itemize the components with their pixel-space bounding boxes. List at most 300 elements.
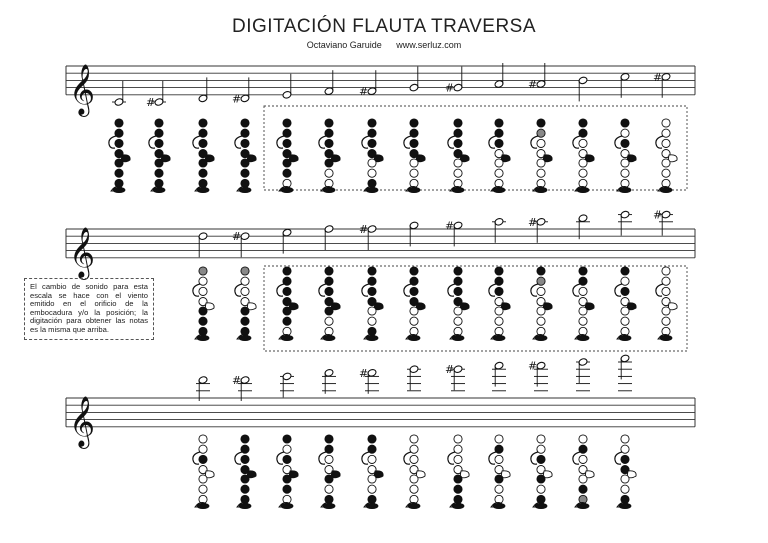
note-C7 <box>618 354 632 391</box>
key-hole <box>325 277 333 285</box>
key-hole <box>537 287 545 295</box>
foot-key <box>366 187 378 192</box>
key-hole <box>368 159 376 167</box>
key-hole <box>410 169 418 177</box>
key-hole <box>579 445 587 453</box>
note-C-sharp5 <box>653 71 671 98</box>
key-hole <box>410 485 418 493</box>
foot-key <box>323 503 335 508</box>
foot-key <box>577 187 589 192</box>
key-hole <box>325 139 333 147</box>
key-hole <box>454 139 462 147</box>
key-hole <box>579 485 587 493</box>
key-hole <box>495 317 503 325</box>
fingering-D5 <box>193 267 214 341</box>
note-F-sharp4 <box>359 70 377 98</box>
key-hole <box>621 169 629 177</box>
key-hole <box>454 287 462 295</box>
key-hole <box>283 485 291 493</box>
fingering-E5 <box>277 267 298 341</box>
octave-note-text: El cambio de sonido para esta escala se hace con el viento emitido en el orificio de la embocadura y/o la posición; la digitación para obtener las notas es la misma que arriba. <box>30 282 148 334</box>
author-name: Octaviano Garuide <box>306 40 382 50</box>
note-G4 <box>409 67 419 92</box>
key-hole <box>579 287 587 295</box>
foot-key <box>323 335 335 340</box>
note-A5 <box>492 217 506 242</box>
staff-octave-1 <box>66 64 695 117</box>
sharp-icon: # <box>653 208 663 222</box>
foot-key <box>408 187 420 192</box>
sharp-icon: # <box>232 230 242 244</box>
key-hole <box>537 129 545 137</box>
note-C4 <box>112 81 126 106</box>
fingering-D-sharp5 <box>235 267 256 341</box>
fingering-G4 <box>404 119 425 193</box>
fingering-G5 <box>404 267 425 341</box>
foot-key <box>452 187 464 192</box>
key-hole <box>454 159 462 167</box>
note-B5 <box>576 214 590 239</box>
fingering-C7 <box>615 435 636 509</box>
key-hole <box>241 445 249 453</box>
key-hole <box>368 287 376 295</box>
foot-key <box>281 335 293 340</box>
fingering-A-sharp4 <box>531 119 552 193</box>
key-hole <box>579 119 587 127</box>
fingering-D4 <box>193 119 214 193</box>
key-hole <box>155 159 163 167</box>
note-E4 <box>282 74 292 99</box>
foot-key <box>493 503 505 508</box>
fingering-C6 <box>615 267 636 341</box>
note-F4 <box>324 70 334 95</box>
foot-key <box>493 335 505 340</box>
key-hole <box>241 119 249 127</box>
key-hole <box>621 317 629 325</box>
key-hole <box>495 277 503 285</box>
foot-key <box>408 335 420 340</box>
key-hole <box>579 129 587 137</box>
website-link[interactable]: www.serluz.com <box>396 40 462 50</box>
key-hole <box>199 317 207 325</box>
key-hole <box>155 119 163 127</box>
key-hole <box>241 317 249 325</box>
note-D6 <box>196 376 210 401</box>
key-hole <box>410 317 418 325</box>
foot-key <box>239 187 251 192</box>
key-hole <box>495 139 503 147</box>
foot-key <box>239 503 251 508</box>
key-hole <box>621 129 629 137</box>
key-hole <box>283 139 291 147</box>
key-hole <box>579 169 587 177</box>
foot-key <box>493 187 505 192</box>
key-hole <box>621 435 629 443</box>
key-hole <box>662 317 670 325</box>
key-hole <box>537 119 545 127</box>
fingering-G-sharp5 <box>448 267 469 341</box>
key-hole <box>368 139 376 147</box>
key-hole <box>537 435 545 443</box>
key-hole <box>621 159 629 167</box>
fingering-A6 <box>489 435 510 509</box>
fingering-C-sharp6 <box>656 267 677 341</box>
fingering-G-sharp6 <box>448 435 469 509</box>
fingering-C-sharp4 <box>149 119 170 193</box>
sharp-icon: # <box>528 359 538 373</box>
foot-key <box>452 503 464 508</box>
key-hole <box>495 169 503 177</box>
key-hole <box>662 159 670 167</box>
key-hole <box>199 445 207 453</box>
key-hole <box>283 435 291 443</box>
key-hole <box>115 169 123 177</box>
foot-key <box>197 335 209 340</box>
key-hole <box>241 475 249 483</box>
fingering-F5 <box>319 267 340 341</box>
fingering-F6 <box>319 435 340 509</box>
key-hole <box>579 317 587 325</box>
key-hole <box>368 455 376 463</box>
key-hole <box>283 159 291 167</box>
key-hole <box>579 475 587 483</box>
foot-key <box>660 335 672 340</box>
key-hole <box>662 119 670 127</box>
fingering-B4 <box>573 119 594 193</box>
key-hole <box>579 139 587 147</box>
sharp-icon: # <box>445 81 455 95</box>
key-hole <box>155 169 163 177</box>
fingering-A4 <box>489 119 510 193</box>
key-hole <box>410 287 418 295</box>
key-hole <box>495 159 503 167</box>
foot-key <box>619 503 631 508</box>
key-hole <box>621 307 629 315</box>
note-F5 <box>324 225 334 250</box>
foot-key <box>323 187 335 192</box>
key-hole <box>662 267 670 275</box>
foot-key <box>452 335 464 340</box>
key-hole <box>368 267 376 275</box>
key-hole <box>241 307 249 315</box>
sharp-icon: # <box>359 223 369 236</box>
key-hole <box>410 129 418 137</box>
note-A4 <box>494 63 504 88</box>
key-hole <box>537 475 545 483</box>
key-hole <box>662 139 670 147</box>
foot-key <box>535 335 547 340</box>
key-hole <box>454 169 462 177</box>
note-G6 <box>407 365 421 391</box>
key-hole <box>325 159 333 167</box>
key-hole <box>495 119 503 127</box>
foot-key <box>366 503 378 508</box>
key-hole <box>368 445 376 453</box>
note-E6 <box>280 372 294 397</box>
key-hole <box>621 267 629 275</box>
key-hole <box>410 445 418 453</box>
fingering-B5 <box>573 267 594 341</box>
fingering-A-sharp5 <box>531 267 552 341</box>
key-hole <box>241 159 249 167</box>
key-hole <box>410 139 418 147</box>
key-hole <box>199 277 207 285</box>
key-hole <box>325 307 333 315</box>
key-hole <box>283 455 291 463</box>
foot-key <box>577 335 589 340</box>
key-hole <box>454 119 462 127</box>
note-B4 <box>578 76 588 101</box>
key-hole <box>368 317 376 325</box>
key-hole <box>368 475 376 483</box>
key-hole <box>283 475 291 483</box>
key-hole <box>368 435 376 443</box>
note-D-sharp6 <box>232 374 252 401</box>
foot-key <box>281 503 293 508</box>
foot-key <box>113 187 125 192</box>
key-hole <box>410 455 418 463</box>
key-hole <box>368 119 376 127</box>
key-hole <box>283 445 291 453</box>
key-hole <box>537 277 545 285</box>
key-hole <box>325 129 333 137</box>
key-hole <box>579 307 587 315</box>
foot-key <box>535 503 547 508</box>
notes-layer <box>112 63 673 401</box>
key-hole <box>495 129 503 137</box>
key-hole <box>115 119 123 127</box>
key-hole <box>410 119 418 127</box>
sharp-icon: # <box>232 92 242 106</box>
foot-key <box>619 187 631 192</box>
key-hole <box>199 159 207 167</box>
key-hole <box>199 485 207 493</box>
sharp-icon: # <box>445 363 455 377</box>
key-hole <box>199 267 207 275</box>
note-A-sharp6 <box>528 360 548 391</box>
key-hole <box>241 455 249 463</box>
treble-clef-icon: 𝄞 <box>69 226 96 278</box>
key-hole <box>368 307 376 315</box>
key-hole <box>454 307 462 315</box>
note-G-sharp6 <box>445 363 465 391</box>
key-hole <box>537 159 545 167</box>
note-D-sharp4 <box>232 77 250 105</box>
key-hole <box>325 169 333 177</box>
fingering-F4 <box>319 119 340 193</box>
key-hole <box>454 129 462 137</box>
key-hole <box>283 169 291 177</box>
sharp-icon: # <box>528 215 538 229</box>
key-hole <box>325 287 333 295</box>
fingering-diagrams-layer <box>109 119 677 509</box>
note-C-sharp6 <box>653 209 673 236</box>
key-hole <box>495 267 503 275</box>
foot-key <box>535 187 547 192</box>
key-hole <box>283 307 291 315</box>
key-hole <box>621 119 629 127</box>
key-hole <box>283 317 291 325</box>
fingering-F-sharp6 <box>362 435 383 509</box>
sharp-icon: # <box>653 70 663 84</box>
key-hole <box>621 455 629 463</box>
key-hole <box>454 485 462 493</box>
key-hole <box>537 485 545 493</box>
fingering-A5 <box>489 267 510 341</box>
key-hole <box>241 435 249 443</box>
sharp-icon: # <box>359 366 369 380</box>
staff-octave-2 <box>66 227 695 280</box>
key-hole <box>199 307 207 315</box>
key-hole <box>537 139 545 147</box>
key-hole <box>241 277 249 285</box>
key-hole <box>537 445 545 453</box>
sharp-icon: # <box>445 219 455 233</box>
fingering-E4 <box>277 119 298 193</box>
key-hole <box>495 287 503 295</box>
key-hole <box>325 267 333 275</box>
key-hole <box>495 435 503 443</box>
key-hole <box>410 307 418 315</box>
fingering-C4 <box>109 119 130 193</box>
key-hole <box>325 475 333 483</box>
key-hole <box>115 139 123 147</box>
page-title: DIGITACIÓN FLAUTA TRAVERSA <box>231 16 537 37</box>
key-hole <box>621 485 629 493</box>
note-E5 <box>282 228 292 253</box>
key-hole <box>495 475 503 483</box>
foot-key <box>577 503 589 508</box>
key-hole <box>621 139 629 147</box>
foot-key <box>153 187 165 192</box>
fingering-E6 <box>277 435 298 509</box>
sharp-icon: # <box>528 78 538 91</box>
key-hole <box>241 169 249 177</box>
note-D5 <box>198 232 208 257</box>
key-hole <box>662 277 670 285</box>
key-hole <box>241 287 249 295</box>
key-hole <box>579 277 587 285</box>
sharp-icon: # <box>146 96 156 109</box>
key-hole <box>579 159 587 167</box>
note-C6 <box>618 210 632 235</box>
key-hole <box>495 307 503 315</box>
sharp-icon: # <box>232 374 242 387</box>
key-hole <box>199 287 207 295</box>
staff-octave-3 <box>66 396 695 449</box>
key-hole <box>454 455 462 463</box>
key-hole <box>537 317 545 325</box>
key-hole <box>621 475 629 483</box>
note-G-sharp5 <box>445 219 463 246</box>
key-hole <box>662 287 670 295</box>
key-hole <box>662 307 670 315</box>
key-hole <box>454 475 462 483</box>
key-hole <box>579 435 587 443</box>
note-B6 <box>576 358 590 391</box>
key-hole <box>410 435 418 443</box>
key-hole <box>283 119 291 127</box>
key-hole <box>199 475 207 483</box>
note-A6 <box>492 361 506 391</box>
key-hole <box>325 119 333 127</box>
key-hole <box>368 277 376 285</box>
foot-key <box>408 503 420 508</box>
foot-key <box>366 335 378 340</box>
key-hole <box>241 485 249 493</box>
key-hole <box>115 129 123 137</box>
fingering-B6 <box>573 435 594 509</box>
fingering-D-sharp4 <box>235 119 256 193</box>
key-hole <box>621 445 629 453</box>
fingering-F-sharp5 <box>362 267 383 341</box>
key-hole <box>454 267 462 275</box>
key-hole <box>115 159 123 167</box>
key-hole <box>199 129 207 137</box>
key-hole <box>410 267 418 275</box>
note-C5 <box>620 72 630 97</box>
key-hole <box>579 455 587 463</box>
key-hole <box>155 129 163 137</box>
foot-key <box>197 503 209 508</box>
key-hole <box>410 159 418 167</box>
key-hole <box>325 317 333 325</box>
key-hole <box>621 287 629 295</box>
key-hole <box>537 307 545 315</box>
key-hole <box>325 445 333 453</box>
key-hole <box>199 169 207 177</box>
fingering-A-sharp6 <box>531 435 552 509</box>
foot-key <box>197 187 209 192</box>
key-hole <box>454 435 462 443</box>
fingering-F-sharp4 <box>362 119 383 193</box>
foot-key <box>619 335 631 340</box>
key-hole <box>283 129 291 137</box>
key-hole <box>410 277 418 285</box>
key-hole <box>621 277 629 285</box>
key-hole <box>199 455 207 463</box>
treble-clef-icon: 𝄞 <box>69 395 96 447</box>
key-hole <box>579 267 587 275</box>
key-hole <box>662 169 670 177</box>
key-hole <box>537 267 545 275</box>
key-hole <box>454 445 462 453</box>
key-hole <box>325 435 333 443</box>
key-hole <box>199 435 207 443</box>
foot-key <box>239 335 251 340</box>
foot-key <box>281 187 293 192</box>
key-hole <box>241 139 249 147</box>
key-hole <box>495 455 503 463</box>
key-hole <box>537 169 545 177</box>
fingering-C5 <box>615 119 636 193</box>
key-hole <box>368 129 376 137</box>
octave-note-box <box>24 278 154 340</box>
note-D4 <box>198 77 208 102</box>
key-hole <box>454 317 462 325</box>
key-hole <box>325 485 333 493</box>
key-hole <box>495 485 503 493</box>
key-hole <box>241 267 249 275</box>
key-hole <box>155 139 163 147</box>
key-hole <box>241 129 249 137</box>
key-hole <box>537 455 545 463</box>
note-F-sharp6 <box>359 367 379 394</box>
fingering-D-sharp6 <box>235 435 256 509</box>
note-G5 <box>409 221 419 246</box>
fingering-G6 <box>404 435 425 509</box>
fingering-C-sharp5 <box>656 119 677 193</box>
